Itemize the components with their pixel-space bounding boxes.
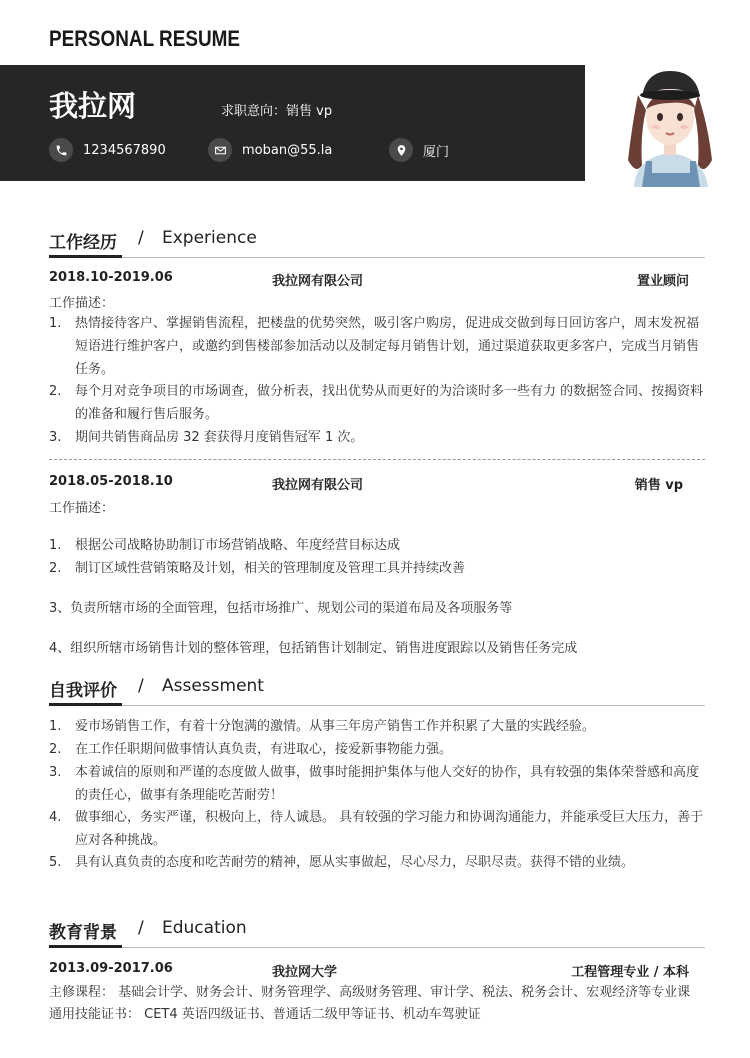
list-item xyxy=(49,534,705,557)
item-text: 做事细心，务实严谨，积极向上，待人诚恳。 具有较强的学习能力和协调沟通能力，并能承受巨大压力，善于应对各种挑战。 xyxy=(75,810,704,848)
section-title-cn: 自我评价 xyxy=(49,676,122,706)
job-row xyxy=(49,270,705,288)
section-slash: / xyxy=(138,228,144,248)
job-period: 2018.05-2018.10 xyxy=(49,474,173,489)
list-item xyxy=(49,426,705,449)
item-number: 5. xyxy=(49,855,62,870)
edu-courses: 主修课程： 基础会计学、财务会计、财务管理学、高级财务管理、审计学、税法、税务会计、宏观经济等专业课 xyxy=(49,985,691,1000)
email-address: moban@55.la xyxy=(242,142,333,158)
section-slash: / xyxy=(138,676,144,696)
phone-number: 1234567890 xyxy=(83,142,166,158)
list-item xyxy=(49,851,705,874)
section-slash: / xyxy=(138,918,144,938)
item-text: 期间共销售商品房 32 套获得月度销售冠军 1 次。 xyxy=(75,430,364,445)
section-title-cn: 教育背景 xyxy=(49,918,122,948)
item-number: 2. xyxy=(49,561,62,576)
section-title-en: Experience xyxy=(162,228,257,248)
education-row xyxy=(49,961,705,979)
item-number: 3. xyxy=(49,765,62,780)
edu-school: 我拉网大学 xyxy=(272,965,338,980)
job-period: 2018.10-2019.06 xyxy=(49,270,173,285)
item-number: 4. xyxy=(49,810,62,825)
contact-email xyxy=(208,138,332,162)
contact-phone xyxy=(49,138,166,162)
doc-title: PERSONAL RESUME xyxy=(49,26,240,51)
item-text: 热情接待客户、掌握销售流程，把楼盘的优势突然，吸引客户购房，促进成交做到每日回访客户，周末发祝福短语进行维护客户，或邀约到售楼部参加活动以及制定每月销售计划，通过渠道获取更多客户，完成当月销售任务。 xyxy=(75,316,700,377)
job-desc-label: 工作描述： xyxy=(49,296,115,311)
list-item xyxy=(49,557,705,580)
location-icon xyxy=(389,138,413,162)
phone-icon xyxy=(49,138,73,162)
job-divider xyxy=(49,459,705,460)
job-desc-label: 工作描述： xyxy=(49,501,115,516)
list-item xyxy=(49,312,705,381)
edu-major: 工程管理专业 / 本科 xyxy=(571,965,689,980)
contact-city xyxy=(389,138,449,162)
job-role: 置业顾问 xyxy=(636,274,689,289)
item-text: 根据公司战略协助制订市场营销战略、年度经营目标达成 xyxy=(75,538,401,553)
item-number: 2. xyxy=(49,742,62,757)
item-text: 具有认真负责的态度和吃苦耐劳的精神，愿从实事做起，尽心尽力，尽职尽责。获得不错的业绩。 xyxy=(75,855,635,870)
job-intent: 求职意向：销售 vp xyxy=(221,104,333,119)
list-item xyxy=(49,715,705,738)
list-item xyxy=(49,761,705,807)
item-number: 2. xyxy=(49,384,62,399)
list-item xyxy=(49,380,705,426)
list-item xyxy=(49,806,705,852)
item-text: 制订区域性营销策略及计划，相关的管理制度及管理工具并持续改善 xyxy=(75,561,466,576)
item-text: 本着诚信的原则和严谨的态度做人做事，做事时能拥护集体与他人交好的协作，具有较强的集体荣誉感和高度的责任心，做事有条理能吃苦耐劳！ xyxy=(75,765,700,803)
section-title-cn: 工作经历 xyxy=(49,228,122,258)
job-company: 我拉网有限公司 xyxy=(272,478,364,493)
item-text: 每个月对竞争项目的市场调查，做分析表，找出优势从而更好的为洽谈时多一些有力 的数据签合同、按揭资料的准备和履行售后服务。 xyxy=(75,384,704,422)
item-text: 在工作任职期间做事情认真负责，有进取心，接爱新事物能力强。 xyxy=(75,742,453,757)
education-header xyxy=(49,918,705,948)
item-number: 1. xyxy=(49,719,62,734)
list-item: 3、负责所辖市场的全面管理，包括市场推广、规划公司的渠道布局及各项服务等 xyxy=(49,601,513,616)
assessment-header xyxy=(49,676,705,706)
experience-header xyxy=(49,228,705,258)
mail-icon xyxy=(208,138,232,162)
list-item: 4、组织所辖市场销售计划的整体管理，包括销售计划制定、销售进度跟踪以及销售任务完成 xyxy=(49,641,578,656)
job-role: 销售 vp xyxy=(634,478,683,493)
avatar xyxy=(612,65,750,187)
item-text: 爱市场销售工作，有着十分饱满的激情。从事三年房产销售工作并积累了大量的实践经验。 xyxy=(75,719,596,734)
edu-skills: 通用技能证书： CET4 英语四级证书、普通话二级甲等证书、机动车驾驶证 xyxy=(49,1007,481,1022)
item-number: 1. xyxy=(49,538,62,553)
job-company: 我拉网有限公司 xyxy=(272,274,364,289)
item-number: 3. xyxy=(49,430,62,445)
candidate-name: 我拉网 xyxy=(49,89,137,123)
section-title-en: Assessment xyxy=(162,676,264,696)
edu-period: 2013.09-2017.06 xyxy=(49,961,173,976)
item-number: 1. xyxy=(49,316,62,331)
list-item xyxy=(49,738,705,761)
city: 厦门 xyxy=(423,144,450,160)
section-title-en: Education xyxy=(162,918,247,938)
job-row xyxy=(49,474,705,492)
